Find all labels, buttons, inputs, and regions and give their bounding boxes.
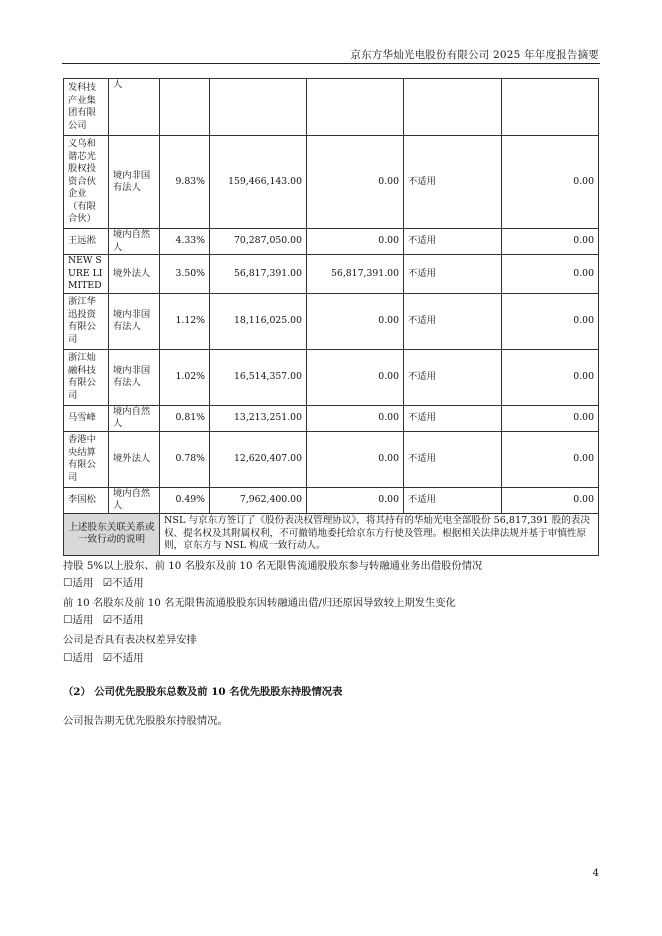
holding-percent <box>160 79 210 136</box>
pledge-status: 不适用 <box>404 136 502 229</box>
page-number: 4 <box>592 868 599 879</box>
holder-name: 香港中央结算有限公司 <box>64 431 109 487</box>
section-heading: （2） 公司优先股股东总数及前 10 名优先股股东持股情况表 <box>63 686 343 698</box>
holder-name: 李国松 <box>64 487 109 513</box>
restricted-shares: 0.00 <box>307 487 404 513</box>
holding-percent: 0.81% <box>160 405 210 431</box>
restricted-shares: 0.00 <box>307 293 404 349</box>
holder-name: 发科技产业集团有限公司 <box>64 79 109 136</box>
holding-percent: 0.78% <box>160 431 210 487</box>
shares-held: 56,817,391.00 <box>210 255 307 294</box>
holder-nature: 境内自然人 <box>109 405 160 431</box>
pledge-quantity: 0.00 <box>502 349 599 405</box>
pledge-quantity: 0.00 <box>502 293 599 349</box>
table-row <box>64 487 599 513</box>
lending-change-note: 前 10 名股东及前 10 名无限售流通股股东因转融通出借/归还原因导致较上期发生变化 <box>63 597 456 609</box>
holder-name: 义乌和谐芯光股权投资合伙企业（有限合伙） <box>64 136 109 229</box>
holding-percent: 3.50% <box>160 255 210 294</box>
pledge-quantity: 0.00 <box>502 487 599 513</box>
relation-description: NSL 与京东方签订了《股份表决权管理协议》，将其持有的华灿光电全部股份 56,817,391 股的表决权、提名权及其附属权利，不可撤销地委托给京东方行使及管理。根据相关法律法规并基于审慎性原则，京东方与 NSL 构成一致行动人。 <box>160 513 599 555</box>
pledge-status: 不适用 <box>404 229 502 255</box>
table-row <box>64 229 599 255</box>
pledge-quantity: 0.00 <box>502 229 599 255</box>
pledge-status: 不适用 <box>404 293 502 349</box>
holding-percent: 1.12% <box>160 293 210 349</box>
restricted-shares: 0.00 <box>307 431 404 487</box>
holder-name: 王远淞 <box>64 229 109 255</box>
relation-row <box>64 513 599 555</box>
holder-name: NEW SURE LIMITED <box>64 255 109 294</box>
table-row <box>64 405 599 431</box>
table-row <box>64 79 599 136</box>
restricted-shares: 0.00 <box>307 229 404 255</box>
checkbox-row <box>63 612 144 627</box>
holding-percent: 4.33% <box>160 229 210 255</box>
holder-nature: 境外法人 <box>109 255 160 294</box>
holder-name: 浙江华迅投资有限公司 <box>64 293 109 349</box>
holder-nature: 境外法人 <box>109 431 160 487</box>
shares-held: 18,116,025.00 <box>210 293 307 349</box>
holding-percent: 0.49% <box>160 487 210 513</box>
not-applicable-checkbox: ☑不适用 <box>102 652 144 664</box>
holder-nature: 人 <box>109 79 160 136</box>
holder-name: 马雪峰 <box>64 405 109 431</box>
table-row <box>64 293 599 349</box>
pledge-status: 不适用 <box>404 405 502 431</box>
pledge-status: 不适用 <box>404 255 502 294</box>
holder-nature: 境内自然人 <box>109 229 160 255</box>
applicable-checkbox: ☐适用 <box>63 614 94 626</box>
holding-percent: 9.83% <box>160 136 210 229</box>
holder-nature: 境内非国有法人 <box>109 349 160 405</box>
not-applicable-checkbox: ☑不适用 <box>102 614 144 626</box>
voting-rights-note: 公司是否具有表决权差异安排 <box>63 634 197 646</box>
pledge-status: 不适用 <box>404 487 502 513</box>
holding-percent: 1.02% <box>160 349 210 405</box>
header-divider <box>62 63 600 64</box>
holder-nature: 境内非国有法人 <box>109 136 160 229</box>
pledge-status <box>404 79 502 136</box>
report-header-title: 京东方华灿光电股份有限公司 2025 年年度报告摘要 <box>350 49 599 61</box>
section-body: 公司报告期无优先股股东持股情况。 <box>63 715 228 727</box>
not-applicable-checkbox: ☑不适用 <box>102 577 144 589</box>
shares-held: 12,620,407.00 <box>210 431 307 487</box>
pledge-quantity: 0.00 <box>502 136 599 229</box>
restricted-shares: 0.00 <box>307 349 404 405</box>
holder-name: 浙江灿融科技有限公司 <box>64 349 109 405</box>
relation-label: 上述股东关联关系或一致行动的说明 <box>64 513 160 555</box>
restricted-shares <box>307 79 404 136</box>
holder-nature: 境内自然人 <box>109 487 160 513</box>
pledge-status: 不适用 <box>404 349 502 405</box>
shares-held <box>210 79 307 136</box>
pledge-status: 不适用 <box>404 431 502 487</box>
pledge-quantity: 0.00 <box>502 431 599 487</box>
table-row <box>64 255 599 294</box>
securities-lending-note: 持股 5%以上股东、前 10 名股东及前 10 名无限售流通股股东参与转融通业务出借股份情况 <box>63 560 483 572</box>
shares-held: 159,466,143.00 <box>210 136 307 229</box>
restricted-shares: 0.00 <box>307 136 404 229</box>
pledge-quantity: 0.00 <box>502 255 599 294</box>
shares-held: 13,213,251.00 <box>210 405 307 431</box>
table-row <box>64 136 599 229</box>
table-row <box>64 431 599 487</box>
restricted-shares: 56,817,391.00 <box>307 255 404 294</box>
table-row <box>64 349 599 405</box>
applicable-checkbox: ☐适用 <box>63 577 94 589</box>
shares-held: 70,287,050.00 <box>210 229 307 255</box>
checkbox-row <box>63 575 144 590</box>
shares-held: 16,514,357.00 <box>210 349 307 405</box>
applicable-checkbox: ☐适用 <box>63 652 94 664</box>
restricted-shares: 0.00 <box>307 405 404 431</box>
holder-nature: 境内非国有法人 <box>109 293 160 349</box>
checkbox-row <box>63 650 144 665</box>
shareholder-table <box>63 78 599 556</box>
pledge-quantity <box>502 79 599 136</box>
pledge-quantity: 0.00 <box>502 405 599 431</box>
shares-held: 7,962,400.00 <box>210 487 307 513</box>
